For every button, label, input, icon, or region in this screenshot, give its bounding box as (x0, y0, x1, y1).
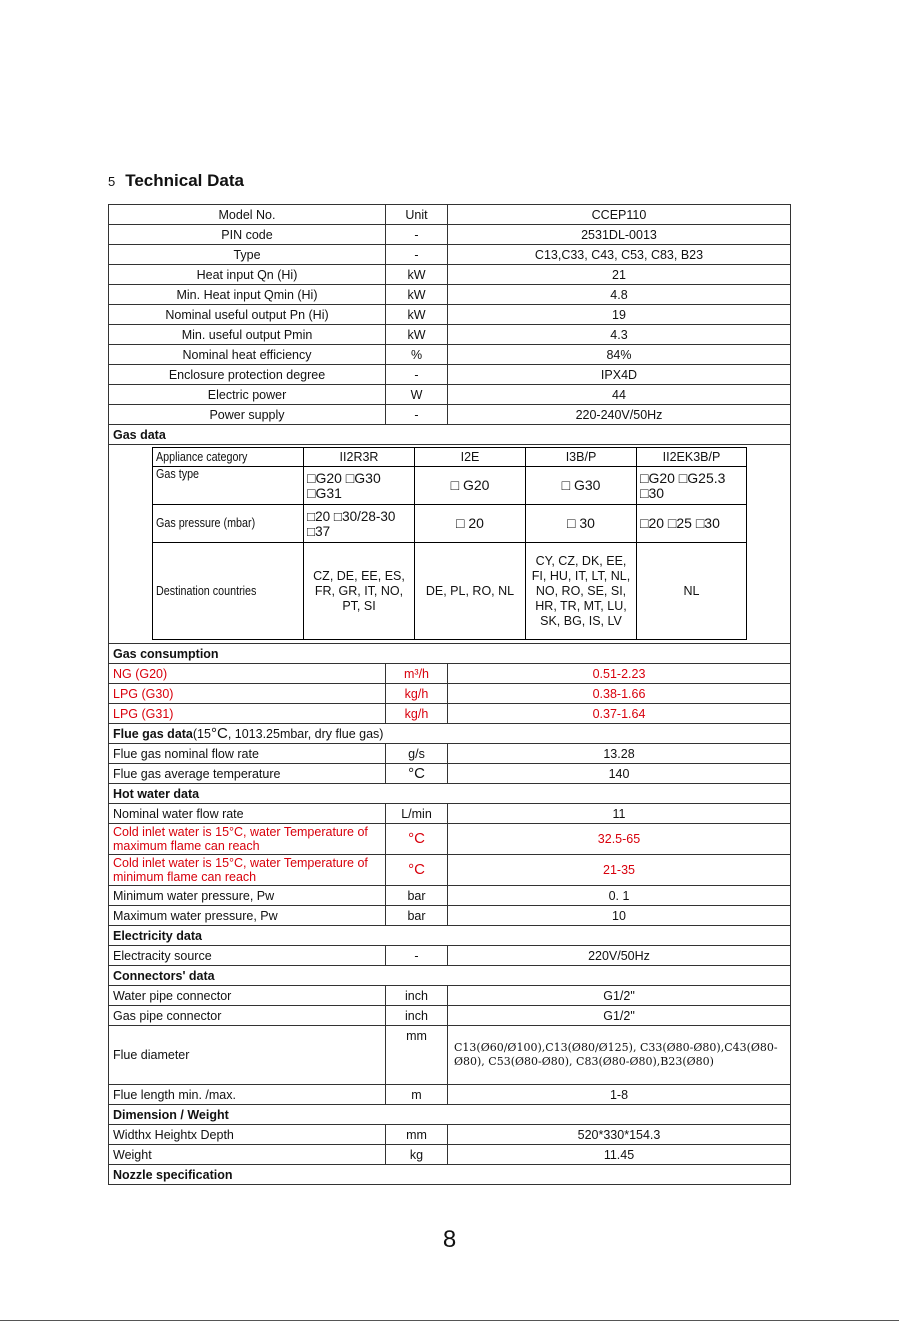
technical-data-table (108, 204, 791, 1185)
table-row: Electracity source - 220V/50Hz (109, 946, 791, 966)
table-row: Type - C13,C33, C43, C53, C83, B23 (109, 245, 791, 265)
table-row: PIN code - 2531DL-0013 (109, 225, 791, 245)
table-row: Electric power W 44 (109, 385, 791, 405)
table-row: Min. useful output Pmin kW 4.3 (109, 325, 791, 345)
table-header-row (109, 205, 791, 225)
table-row: Flue gas nominal flow rate g/s 13.28 (109, 744, 791, 764)
table-row: Power supply - 220-240V/50Hz (109, 405, 791, 425)
table-row: Weight kg 11.45 (109, 1145, 791, 1165)
bottom-rule (0, 1320, 899, 1321)
header-label: Model No. (109, 205, 386, 225)
table-row: LPG (G31) kg/h 0.37-1.64 (109, 704, 791, 724)
table-row: Nominal useful output Pn (Hi) kW 19 (109, 305, 791, 325)
table-row: Nominal water flow rate L/min 11 (109, 804, 791, 824)
hot-water-heading-row: Hot water data (109, 784, 791, 804)
table-row: Maximum water pressure, Pw bar 10 (109, 906, 791, 926)
table-row: Enclosure protection degree - IPX4D (109, 365, 791, 385)
section-title: Technical Data (125, 171, 244, 190)
table-row: NG (G20) m³/h 0.51-2.23 (109, 664, 791, 684)
table-row: LPG (G30) kg/h 0.38-1.66 (109, 684, 791, 704)
table-row: Cold inlet water is 15°C, water Temperature of maximum flame can reach °C 32.5-65 (109, 824, 791, 855)
table-row: Nominal heat efficiency % 84% (109, 345, 791, 365)
table-row: Heat input Qn (Hi) kW 21 (109, 265, 791, 285)
table-row: Widthx Heightx Depth mm 520*330*154.3 (109, 1125, 791, 1145)
dimension-heading-row: Dimension / Weight (109, 1105, 791, 1125)
gas-category-table: Appliance category II2R3R I2E I3B/P II2EK3B/P Gas type □G20 □G30 □G31 □ G20 □ G30 □G20 □G25.3 □30 Gas pressure (mbar) □20 □30/28-30 □37 □ 20 □ 30 □20 □25 □30 Destination countries CZ, DE, EE, ES, FR, GR, IT, NO, PT, SI DE, PL, RO, NL CY, CZ, DK, EE, FI, HU, IT, LT, NL, NO, RO, SE, SI, HR, TR, MT, LU, SK, BG, IS, LV NL (152, 447, 747, 640)
table-row: Flue diameter mm C13(Ø60/Ø100),C13(Ø80/Ø125), C33(Ø80-Ø80),C43(Ø80-Ø80), C53(Ø80-Ø80), C83(Ø80-Ø80),B23(Ø80) (109, 1026, 791, 1085)
electricity-heading-row: Electricity data (109, 926, 791, 946)
table-row: Min. Heat input Qmin (Hi) kW 4.8 (109, 285, 791, 305)
table-row: Flue gas average temperature °C 140 (109, 764, 791, 784)
table-row: Water pipe connector inch G1/2" (109, 986, 791, 1006)
nozzle-heading-row: Nozzle specification (109, 1165, 791, 1185)
section-heading (108, 171, 244, 191)
header-value: CCEP110 (448, 205, 791, 225)
page-number: 8 (442, 1226, 457, 1253)
flue-gas-heading-row: Flue gas data(15°C, 1013.25mbar, dry flue gas) (109, 724, 791, 744)
table-row: Gas pipe connector inch G1/2" (109, 1006, 791, 1026)
header-unit: Unit (386, 205, 448, 225)
gas-data-row (109, 445, 791, 644)
section-number: 5 (108, 174, 116, 189)
table-row: Flue length min. /max. m 1-8 (109, 1085, 791, 1105)
gas-data-heading-row: Gas data (109, 425, 791, 445)
connectors-heading-row: Connectors' data (109, 966, 791, 986)
table-row: Minimum water pressure, Pw bar 0. 1 (109, 886, 791, 906)
table-row: Cold inlet water is 15°C, water Temperature of minimum flame can reach °C 21-35 (109, 855, 791, 886)
gas-consumption-heading-row: Gas consumption (109, 644, 791, 664)
